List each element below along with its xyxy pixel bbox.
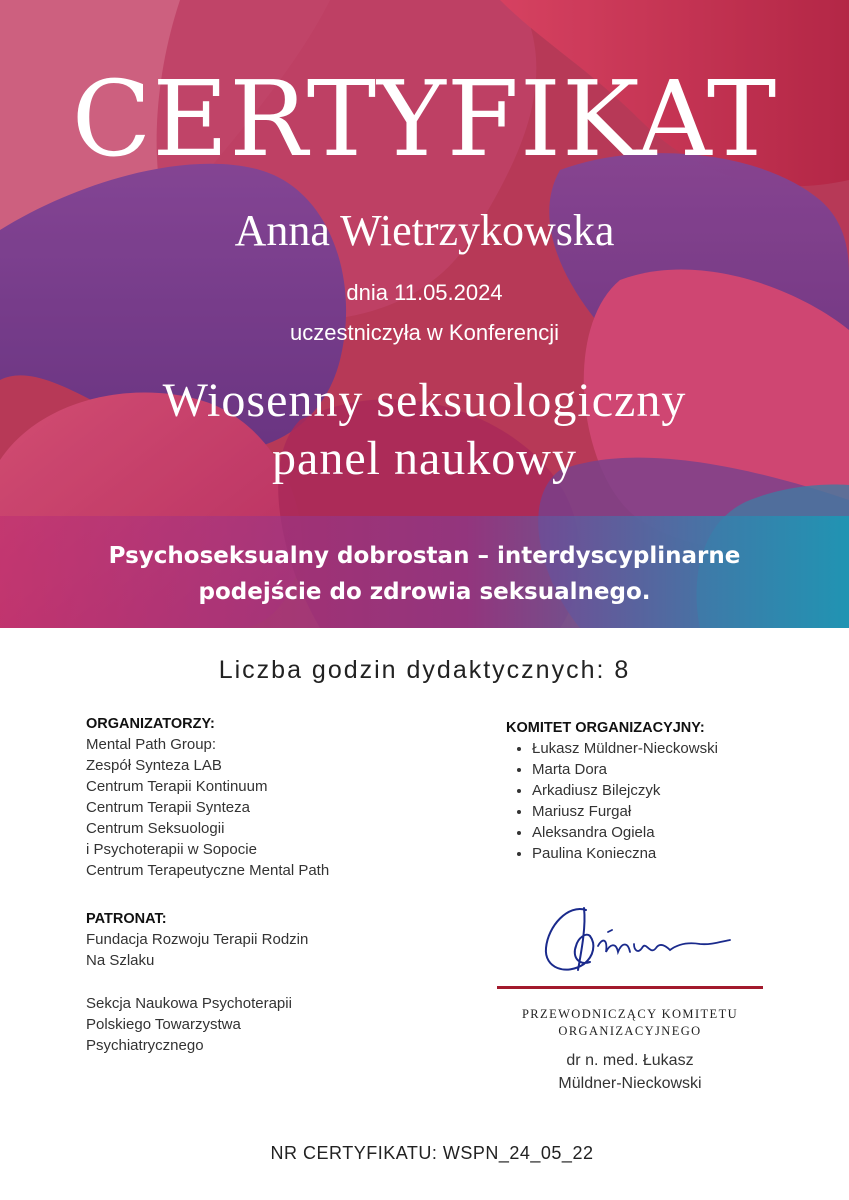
organizer-line: Zespół Synteza LAB [86, 757, 222, 774]
committee-member: • Mariusz Furgał [532, 801, 826, 822]
committee-member: • Łukasz Müldner-Nieckowski [532, 738, 826, 759]
patronage-list [86, 929, 446, 1056]
patronage-heading: PATRONAT: [86, 911, 167, 927]
certificate-number: NR CERTYFIKATU: WSPN_24_05_22 [270, 1143, 594, 1163]
spacer [86, 971, 446, 993]
patron-line: Na Szlaku [86, 952, 155, 969]
chair-name [497, 1049, 763, 1095]
committee-member: • Marta Dora [532, 759, 826, 780]
conference-subtitle [0, 538, 849, 610]
patron-line: Sekcja Naukowa Psychoterapii [86, 995, 292, 1012]
chair-title [497, 1006, 763, 1040]
organizer-line: i Psychoterapii w Sopocie [86, 841, 257, 858]
chair-title-line1: PRZEWODNICZĄCY KOMITETU [521, 1007, 739, 1021]
organizers-list [86, 734, 446, 881]
committee-member: • Aleksandra Ogiela [532, 822, 826, 843]
conference-name [0, 372, 849, 488]
left-column [86, 716, 446, 1056]
organizer-line: Mental Path Group: [86, 736, 217, 753]
patron-line: Fundacja Rozwoju Terapii Rodzin [86, 931, 309, 948]
certificate-title: CERTYFIKAT [71, 58, 778, 180]
signature-image [538, 896, 738, 982]
patron-line: Psychiatrycznego [86, 1037, 204, 1054]
signature-line [497, 986, 763, 989]
committee-heading: KOMITET ORGANIZACYJNY: [506, 720, 705, 736]
committee-member: • Paulina Konieczna [532, 843, 826, 864]
organizer-line: Centrum Terapii Kontinuum [86, 778, 268, 795]
subtitle-line1: Psychoseksualny dobrostan – interdyscyplinarne [108, 543, 741, 569]
recipient-name: Anna Wietrzykowska [234, 206, 615, 255]
chair-title-line2: ORGANIZACYJNEGO [558, 1024, 702, 1038]
committee-member: • Arkadiusz Bilejczyk [532, 780, 826, 801]
organizer-line: Centrum Terapii Synteza [86, 799, 250, 816]
organizer-line: Centrum Seksuologii [86, 820, 225, 837]
conference-name-line2: panel naukowy [272, 432, 577, 485]
conference-name-line1: Wiosenny seksuologiczny [162, 374, 687, 427]
subtitle-line2: podejście do zdrowia seksualnego. [198, 579, 651, 605]
event-date: dnia 11.05.2024 [346, 280, 503, 305]
chair-name-line1: dr n. med. Łukasz [566, 1052, 694, 1069]
organizers-heading: ORGANIZATORZY: [86, 716, 215, 732]
committee-list [506, 738, 826, 864]
right-column [506, 720, 826, 864]
chair-name-line2: Müldner-Nieckowski [558, 1075, 702, 1092]
spacer [86, 881, 446, 911]
organizer-line: Centrum Terapeutyczne Mental Path [86, 862, 330, 879]
participation-text: uczestniczyła w Konferencji [289, 320, 559, 345]
patron-line: Polskiego Towarzystwa [86, 1016, 241, 1033]
didactic-hours: Liczba godzin dydaktycznych: 8 [218, 656, 631, 684]
